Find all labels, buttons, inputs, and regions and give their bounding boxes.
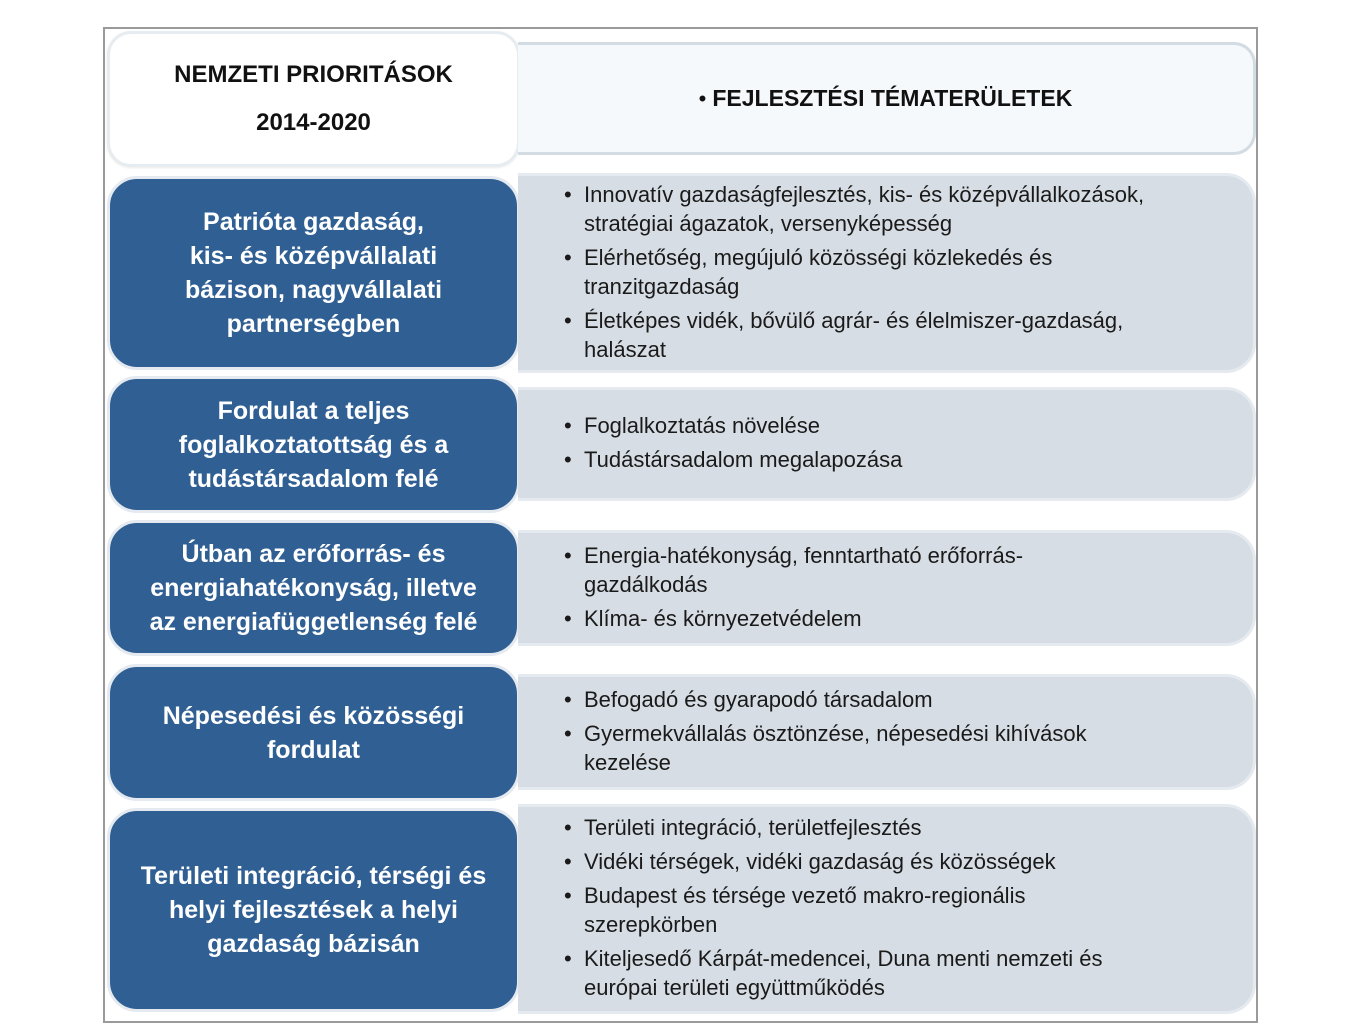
bullet-icon: • <box>564 413 572 438</box>
priority-label-3: Útban az erőforrás- és energiahatékonyság, illetve az energiafüggetlenség felé <box>149 540 478 636</box>
topic-text: Területi integráció, területfejlesztés <box>584 815 922 840</box>
priority-box-5 <box>107 808 520 1012</box>
header-bullet: • <box>698 85 707 111</box>
bullet-icon: • <box>564 447 572 472</box>
topic-list-2 <box>518 409 1253 479</box>
topic-text: Foglalkoztatás növelése <box>584 413 821 438</box>
topic-box-5 <box>518 804 1256 1014</box>
topic-text: Klíma- és környezetvédelem <box>584 605 862 631</box>
topic-box-4 <box>518 674 1256 790</box>
topic-text: Budapest és térsége vezető makro-regionális szerepkörben <box>584 883 1026 937</box>
header-topics-title: FEJLESZTÉSI TÉMATERÜLETEK <box>712 85 1073 111</box>
bullet-icon: • <box>564 815 572 840</box>
priority-box-3 <box>107 520 520 656</box>
topic-item <box>564 719 1253 777</box>
topic-text: Gyermekvállalás ösztönzése, népesedési kihívások kezelése <box>584 720 1087 775</box>
header-priorities-period: 2014-2020 <box>256 109 371 136</box>
priority-label-4: Népesedési és közösségi fordulat <box>162 701 465 764</box>
bullet-icon: • <box>564 181 572 207</box>
topic-text: Innovatív gazdaságfejlesztés, kis- és középvállalkozások, stratégiai ágazatok, versenyképesség <box>584 181 1145 236</box>
topic-item <box>564 813 1253 842</box>
topic-item <box>564 604 1253 633</box>
topic-list-1 <box>518 178 1253 369</box>
header-topics-box <box>518 42 1256 155</box>
topic-list-3 <box>518 539 1253 638</box>
topic-item <box>564 944 1253 1002</box>
bullet-icon: • <box>564 686 572 712</box>
topic-item <box>564 541 1253 599</box>
topic-item <box>564 685 1253 714</box>
priority-label-5: Területi integráció, térségi és helyi fejlesztések a helyi gazdaság bázisán <box>140 862 487 958</box>
topic-text: Tudástársadalom megalapozása <box>584 447 903 472</box>
bullet-icon: • <box>564 946 572 971</box>
topic-item <box>564 847 1253 876</box>
topic-item <box>564 306 1253 364</box>
topic-text: Befogadó és gyarapodó társadalom <box>584 686 933 712</box>
priority-label-2: Fordulat a teljes foglalkoztatottság és a tudástársadalom felé <box>178 396 449 493</box>
header-priorities-title: NEMZETI PRIORITÁSOK <box>174 61 453 88</box>
topic-text: Vidéki térségek, vidéki gazdaság és közösségek <box>584 849 1056 874</box>
topic-text: Életképes vidék, bővülő agrár- és élelmiszer-gazdaság, halászat <box>584 307 1124 362</box>
topic-item <box>564 411 1253 440</box>
bullet-icon: • <box>564 605 572 631</box>
topic-text: Elérhetőség, megújuló közösségi közlekedés és tranzitgazdaság <box>584 244 1053 299</box>
topic-item <box>564 180 1253 238</box>
bullet-icon: • <box>564 542 572 568</box>
header-priorities-box <box>107 31 520 167</box>
topic-text: Energia-hatékonyság, fenntartható erőforrás- gazdálkodás <box>584 542 1024 597</box>
priority-box-4 <box>107 664 520 801</box>
topic-box-2 <box>518 387 1256 501</box>
bullet-icon: • <box>564 244 572 270</box>
bullet-icon: • <box>564 849 572 874</box>
topic-box-1 <box>518 173 1256 373</box>
bullet-icon: • <box>564 720 572 746</box>
topic-item <box>564 881 1253 939</box>
bullet-icon: • <box>564 883 572 908</box>
topic-item <box>564 243 1253 301</box>
priority-box-1 <box>107 176 520 370</box>
topic-item <box>564 445 1253 474</box>
priority-box-2 <box>107 376 520 513</box>
topic-list-5 <box>518 811 1253 1007</box>
topic-list-4 <box>518 683 1253 782</box>
priority-label-1: Patrióta gazdaság, kis- és középvállalati bázison, nagyvállalati partnerségben <box>184 208 443 338</box>
bullet-icon: • <box>564 307 572 333</box>
topic-box-3 <box>518 530 1256 646</box>
topic-text: Kiteljesedő Kárpát-medencei, Duna menti nemzeti és európai területi együttműködés <box>584 946 1103 1000</box>
